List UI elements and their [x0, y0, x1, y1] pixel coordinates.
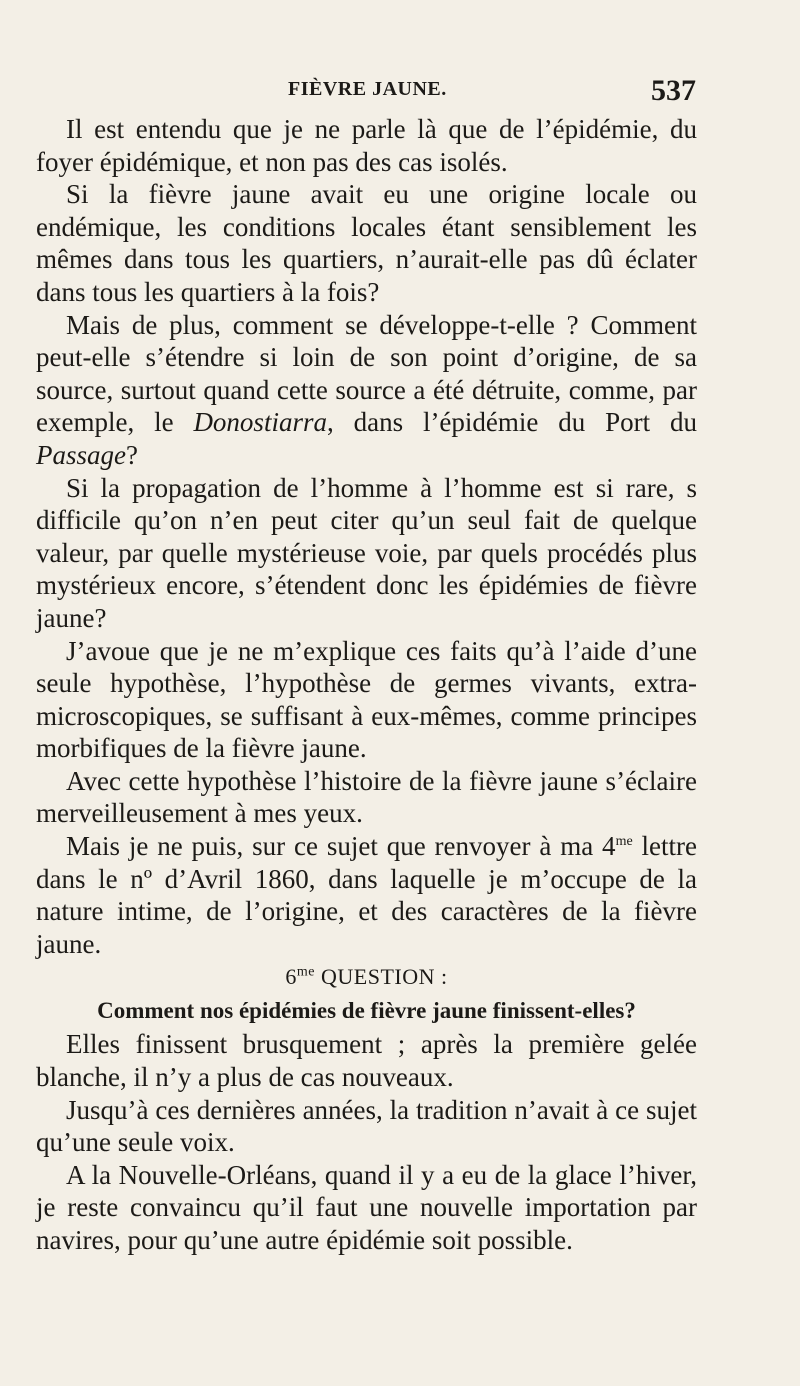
- paragraph-1: Il est entendu que je ne parle là que de l’épidémie, du foyer épidémique, et non pas des cas isolés.: [36, 114, 697, 177]
- paragraph-9: Jusqu’à ces dernières années, la tradition n’avait à ce sujet qu’une seule voix.: [36, 1094, 697, 1158]
- paragraph-7-text-a: Mais je ne puis, sur ce sujet que renvoyer à ma 4: [66, 831, 616, 862]
- ship-name-donostiarra: Donostiarra: [193, 407, 327, 438]
- question-heading: [36, 960, 697, 994]
- paragraph-10: A la Nouvelle-Orléans, quand il y a eu de la glace l’hiver, je reste convaincu qu’il faut une nouvelle importation par navires, pour qu’une autre épidémie soit possible.: [36, 1159, 697, 1255]
- page-header: [36, 74, 696, 114]
- question-superscript: me: [296, 965, 315, 981]
- paragraph-3-text-b: , dans l’épidémie du Port du: [326, 407, 697, 438]
- paragraph-7-superscript: me: [615, 834, 633, 850]
- body-text: [36, 113, 697, 1257]
- paragraph-6: Avec cette hypothèse l’histoire de la fièvre jaune s’éclaire merveilleusement à mes yeux.: [36, 765, 697, 829]
- paragraph-4: Si la propagation de l’homme à l’homme est si rare, s difficile qu’on n’en peut citer qu’un seul fait de quelque valeur, par quelle mystérieuse voie, par quels procédés plus mystérieux encore, s’étendent donc les épidémies de fièvre jaune?: [36, 472, 697, 633]
- paragraph-8: Elles finissent brusquement ; après la première gelée blanche, il n’y a plus de cas nouveaux.: [36, 1029, 697, 1093]
- paragraph-3-text-a: Mais de plus, comment se développe-t-elle ? Comment peut-elle s’étendre si loin de son point d’origine, de sa source, surtout quand cette source a été détruite, comme, par exemple, le: [36, 309, 697, 438]
- paragraph-7-text-b: lettre dans le nº d’Avril 1860, dans laquelle je m’occupe de la nature intime, de l’origine, et des caractères de la fièvre jaune.: [36, 831, 697, 959]
- paragraph-5: J’avoue que je ne m’explique ces faits qu’à l’aide d’une seule hypothèse, l’hypothèse de germes vivants, extra-microscopiques, se suffisant à eux-mêmes, comme principes morbifiques de la fièvre jaune.: [36, 635, 697, 764]
- paragraph-7: [36, 830, 697, 960]
- question-number: 6: [285, 964, 297, 990]
- question-subtitle: Comment nos épidémies de fièvre jaune finissent-elles?: [97, 998, 636, 1024]
- question-title: QUESTION :: [315, 964, 448, 990]
- place-name-passage: Passage: [36, 439, 126, 470]
- paragraph-3-text-c: ?: [126, 439, 138, 470]
- page-number: 537: [651, 74, 696, 107]
- paragraph-3: [36, 309, 697, 472]
- paragraph-2: Si la fièvre jaune avait eu une origine locale ou endémique, les conditions locales étant sensiblement les mêmes dans tous les quartiers, n’aurait-elle pas dû éclater dans tous les quartiers à la fois?: [36, 179, 697, 307]
- running-title: FIÈVRE JAUNE.: [288, 78, 447, 100]
